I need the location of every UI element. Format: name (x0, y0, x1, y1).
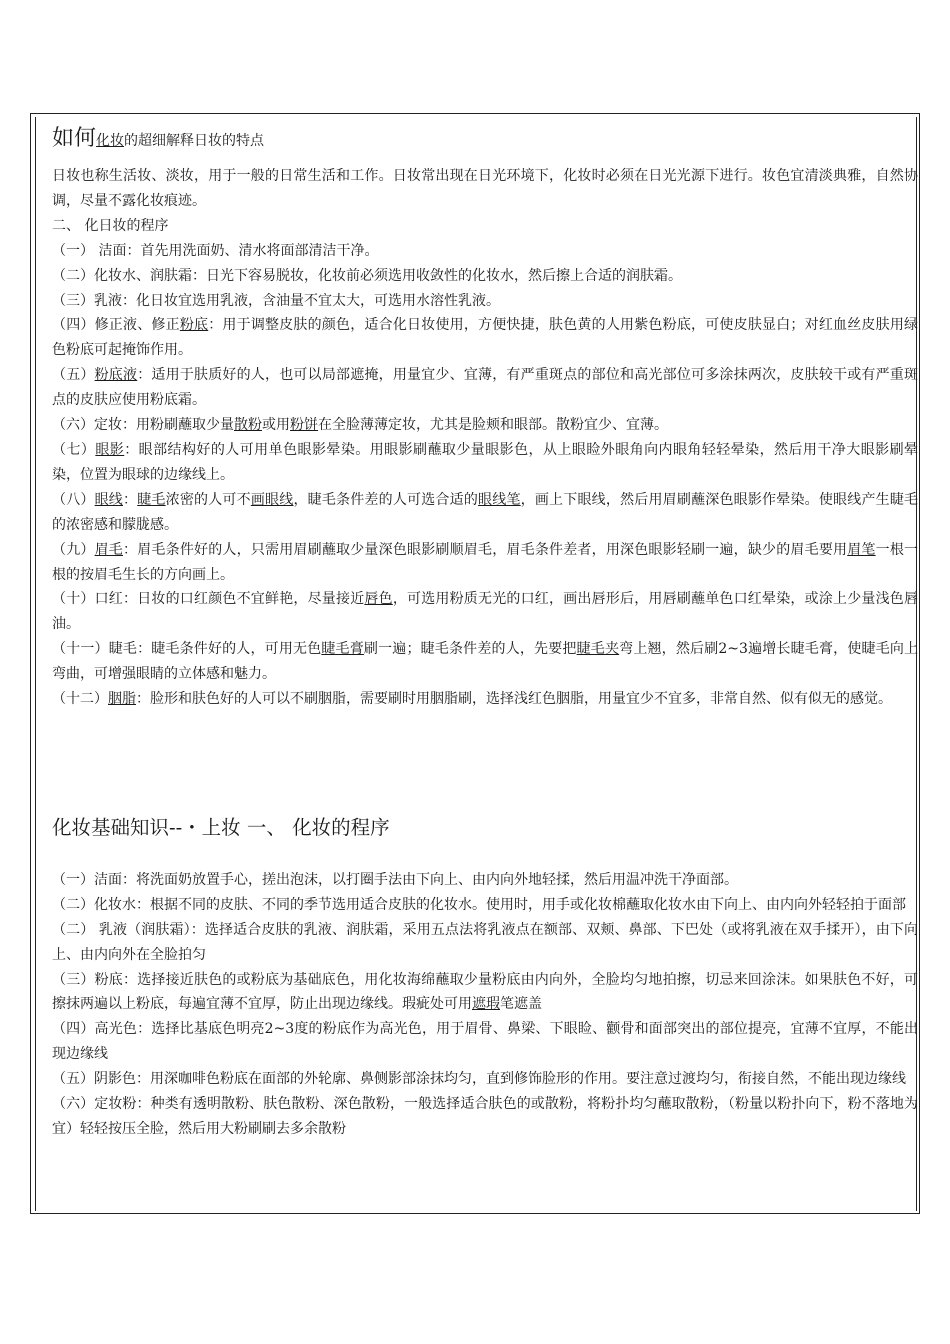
paragraph (52, 893, 918, 918)
keyword-link[interactable]: 遮瑕 (472, 996, 500, 1013)
paragraph-text: （一） 洁面：首先用洗面奶、清水将面部清洁干净。 (52, 242, 379, 259)
paragraph (52, 363, 918, 413)
paragraph-text: （三）粉底：选择接近肤色的或粉底为基础底色，用化妆海绵蘸取少量粉底由内向外，全脸均匀地拍擦，切忌来回涂沫。如果肤色不好，可擦抹两遍以上粉底，每遍宜薄不宜厚，防止出现边缘线。瑕疵处可用 (52, 971, 918, 1013)
paragraph-text: 在全脸薄薄定妆，尤其是脸颊和眼部。散粉宜少、宜薄。 (318, 417, 668, 434)
paragraph-text: 二、 化日妆的程序 (52, 217, 169, 234)
paragraph (52, 164, 918, 214)
keyword-link[interactable]: 粉底液 (94, 367, 138, 384)
keyword-link[interactable]: 粉底 (179, 317, 209, 334)
paragraph-text: 笔遮盖 (500, 996, 542, 1013)
paragraph (52, 918, 918, 968)
paragraph-text: （二）化妆水：根据不同的皮肤、不同的季节选用适合皮肤的化妆水。使用时，用手或化妆棉蘸取化妆水由下向上、由内向外轻轻拍于面部 (52, 896, 906, 913)
paragraph (52, 289, 918, 314)
paragraph (52, 637, 918, 687)
paragraph (52, 264, 918, 289)
paragraph (52, 538, 918, 588)
paragraph-text: （三）乳液：化日妆宜选用乳液，含油量不宜太大，可选用水溶性乳液。 (52, 292, 500, 309)
paragraph-text: （九） (52, 541, 95, 558)
keyword-link[interactable]: 睫毛膏 (321, 641, 364, 658)
section-gap (52, 712, 918, 814)
section1-title-big: 如何 (52, 126, 97, 151)
paragraph-text: （二）化妆水、润肤霜：日光下容易脱妆，化妆前必须选用收敛性的化妆水，然后擦上合适的润肤霜。 (52, 267, 682, 284)
keyword-link[interactable]: 眉笔 (847, 541, 876, 558)
keyword-link[interactable]: 画眼线 (250, 491, 294, 508)
document-content (52, 124, 918, 1142)
paragraph-text: ，画上下眼线，然后用眉刷蘸深色眼影作晕染。使眼线产生睫毛的浓密感和朦胧感。 (52, 491, 919, 533)
keyword-link[interactable]: 眼影 (95, 441, 125, 458)
paragraph-text: （八） (52, 491, 95, 508)
section1-title-link[interactable]: 化妆 (96, 133, 125, 149)
paragraph-text: （十）口红：日妆的口红颜色不宜鲜艳，尽量接近 (52, 591, 365, 608)
paragraph-text: 日妆也称生活妆、淡妆，用于一般的日常生活和工作。日妆常出现在日光环境下，化妆时必须在日光光源下进行。妆色宜清淡典雅，自然协调，尽量不露化妆痕迹。 (52, 168, 918, 209)
paragraph-text: 弯上翘，然后刷2~3遍增长睫毛膏，使睫毛向上弯曲，可增强眼睛的立体感和魅力。 (52, 641, 919, 683)
paragraph-text: （一）洁面：将洗面奶放置手心，搓出泡沫，以打圈手法由下向上、由内向外地轻揉，然后用温冲洗干净面部。 (52, 871, 738, 888)
paragraph (52, 214, 918, 239)
paragraph (52, 687, 918, 712)
keyword-link[interactable]: 散粉 (234, 417, 262, 434)
paragraph-text: ：眼部结构好的人可用单色眼影晕染。用眼影刷蘸取少量眼影色，从上眼睑外眼角向内眼角轻轻晕染，然后用干净大眼影刷晕染，位置为眼球的边缘线上。 (52, 441, 919, 483)
section1-title-rest: 的超细解释日妆的特点 (124, 133, 265, 149)
paragraph-text: （七） (52, 441, 96, 458)
paragraph-text: （十二） (52, 691, 108, 708)
paragraph-text: 浓密的人可不 (165, 491, 251, 508)
keyword-link[interactable]: 粉饼 (290, 417, 318, 434)
paragraph-text: 一根一根的按眉毛生长的方向画上。 (52, 541, 919, 583)
paragraph-text: （六）定妆粉：种类有透明散粉、肤色散粉、深色散粉，一般选择适合肤色的或散粉，将粉扑均匀蘸取散粉，（粉量以粉扑向下，粉不落地为宜）轻轻按压全脸，然后用大粉刷刷去多余散粉 (52, 1096, 918, 1137)
paragraph-text: （四）高光色：选择比基底色明亮2~3度的粉底作为高光色，用于眉骨、鼻梁、下眼睑、颧骨和面部突出的部位提亮，宜薄不宜厚，不能出现边缘线 (52, 1021, 918, 1063)
paragraph (52, 488, 918, 538)
paragraph (52, 313, 918, 363)
section1-body (52, 164, 918, 712)
section2-body (52, 868, 918, 1142)
paragraph-text: （五） (52, 367, 95, 384)
paragraph-text: （十一）睫毛：睫毛条件好的人，可用无色 (52, 641, 322, 658)
paragraph-text: （四）修正液、修正 (52, 317, 180, 334)
paragraph-text: ：用于调整皮肤的颜色，适合化日妆使用，方便快捷，肤色黄的人用紫色粉底，可使皮肤显白；对红血丝皮肤用绿色粉底可起掩饰作用。 (52, 317, 919, 359)
keyword-link[interactable]: 唇色 (364, 591, 393, 608)
paragraph (52, 1092, 918, 1142)
paragraph (52, 968, 918, 1018)
paragraph-text: ：脸形和肤色好的人可以不刷胭脂，需要刷时用胭脂刷，选择浅红色胭脂，用量宜少不宜多，非常自然、似有似无的感觉。 (136, 691, 892, 708)
section1-title (52, 124, 918, 164)
keyword-link[interactable]: 眼线 (94, 491, 124, 508)
paragraph-text: ：适用于肤质好的人，也可以局部遮掩，用量宜少、宜薄，有严重斑点的部位和高光部位可多涂抹两次，皮肤较干或有严重斑点的皮肤应使用粉底霜。 (52, 367, 919, 409)
keyword-link[interactable]: 睫毛 (137, 491, 166, 508)
paragraph-text: （六）定妆：用粉刷蘸取少量 (52, 417, 234, 434)
paragraph (52, 1067, 918, 1092)
keyword-link[interactable]: 眉毛 (94, 541, 124, 558)
paragraph-text: （五）阴影色：用深咖啡色粉底在面部的外轮廓、鼻侧影部涂抹均匀，直到修饰脸形的作用。要注意过渡均匀，衔接自然，不能出现边缘线 (52, 1071, 906, 1088)
paragraph-text: ，可选用粉质无光的口红，画出唇形后，用唇刷蘸单色口红晕染，或涂上少量浅色唇油。 (52, 591, 919, 633)
paragraph (52, 587, 918, 637)
paragraph-text: 或用 (262, 417, 290, 434)
paragraph (52, 239, 918, 264)
paragraph-text: 刷一遍；睫毛条件差的人，先要把 (363, 641, 577, 658)
paragraph-text: ，睫毛条件差的人可选合适的 (293, 491, 479, 508)
paragraph (52, 413, 918, 438)
keyword-link[interactable]: 眼线笔 (478, 491, 521, 508)
paragraph-text: ： (123, 491, 138, 508)
section2-title: 化妆基础知识--・上妆 一、 化妆的程序 (52, 815, 390, 839)
paragraph-text: （二） 乳液（润肤霜）：选择适合皮肤的乳液、润肤霜，采用五点法将乳液点在额部、双颊、鼻部、下巴处（或将乳液在双手揉开），由下向上、由内向外在全脸拍匀 (52, 921, 918, 963)
keyword-link[interactable]: 睫毛夹 (576, 641, 620, 658)
paragraph (52, 438, 918, 488)
keyword-link[interactable]: 胭脂 (108, 691, 136, 708)
paragraph (52, 1017, 918, 1067)
paragraph-text: ：眉毛条件好的人，只需用眉刷蘸取少量深色眼影刷顺眉毛，眉毛条件差者，用深色眼影轻刷一遍，缺少的眉毛要用 (123, 541, 848, 558)
paragraph (52, 868, 918, 893)
